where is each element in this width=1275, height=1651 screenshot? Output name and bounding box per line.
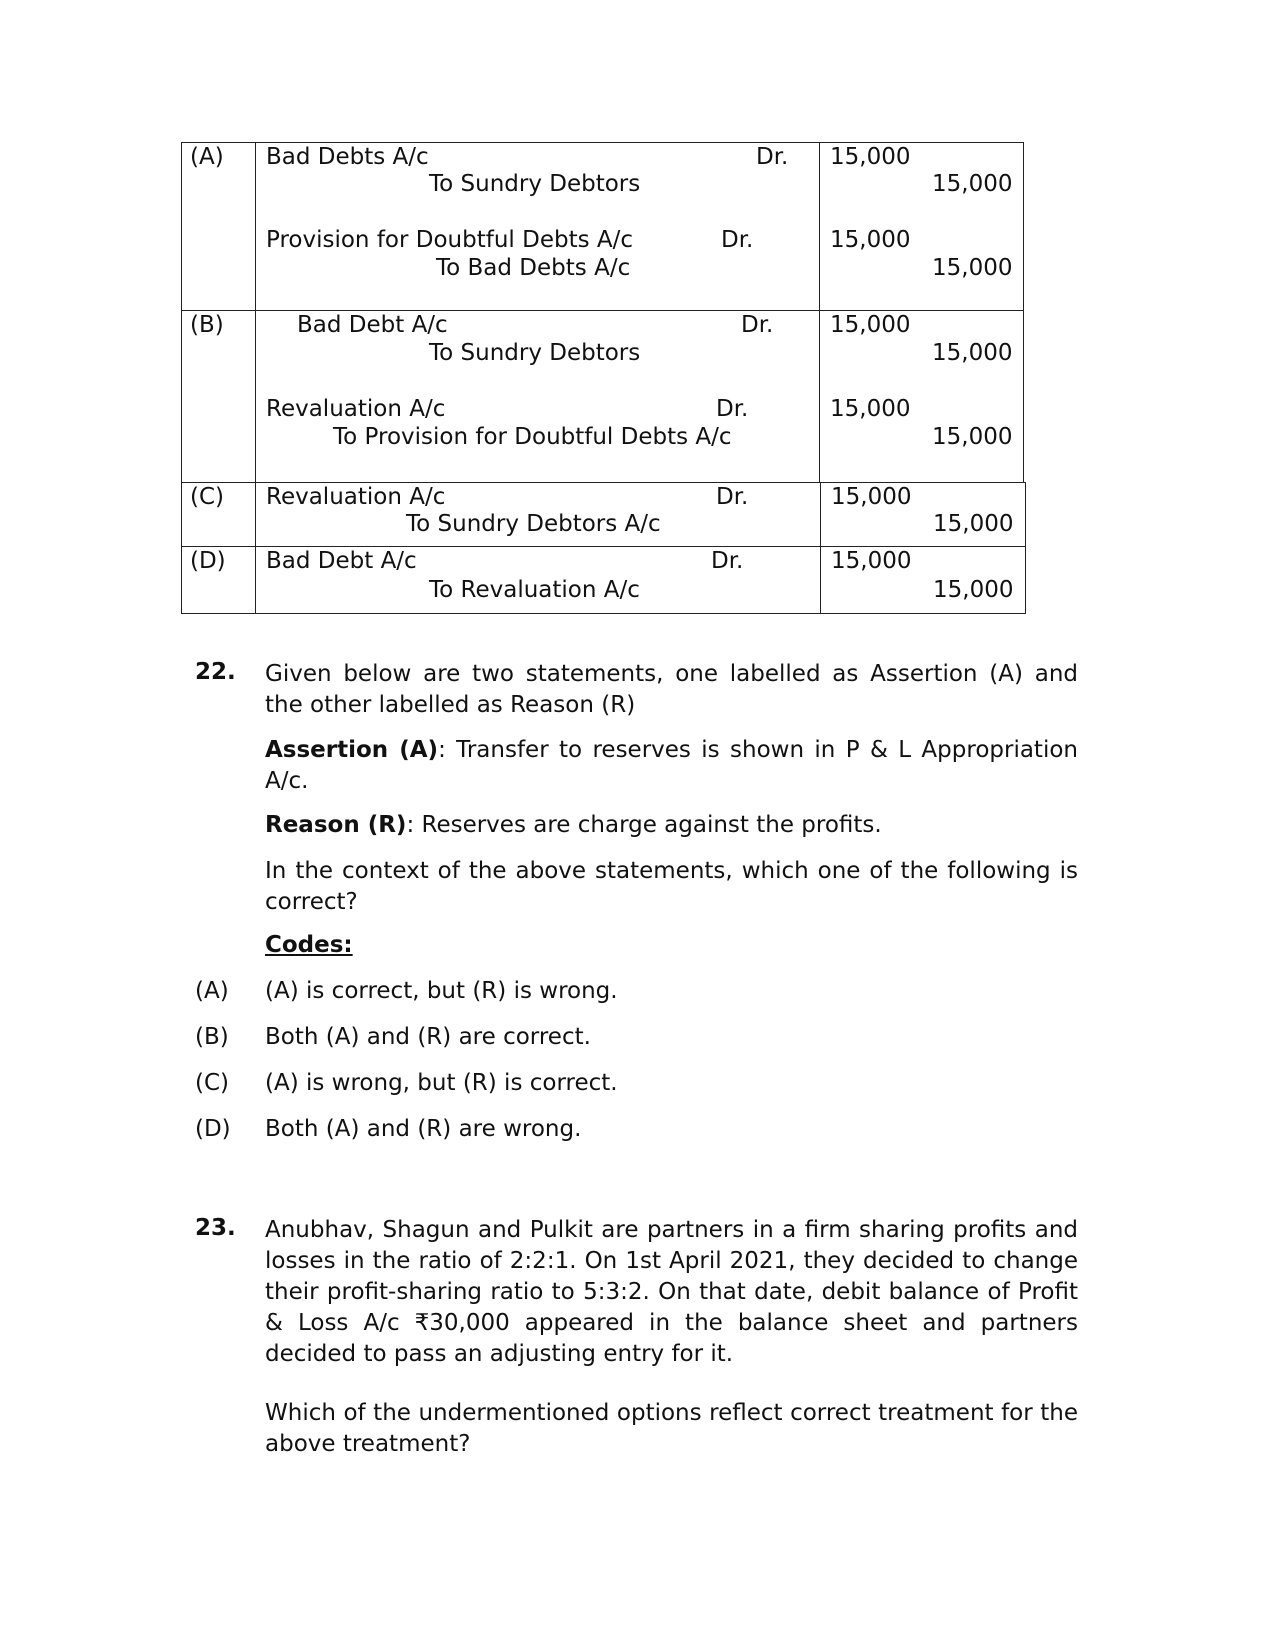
codes-heading: Codes: (265, 932, 353, 958)
debit-amount: 15,000 (831, 548, 912, 574)
table-line (1025, 482, 1026, 614)
dr-marker: Dr. (741, 312, 774, 338)
dr-marker: Dr. (756, 144, 789, 170)
question-number: 22. (195, 659, 236, 685)
credit-account: To Revaluation A/c (429, 577, 640, 603)
assertion (265, 735, 1078, 797)
debit-account: Bad Debt A/c (297, 312, 448, 338)
debit-account: Bad Debt A/c (266, 548, 417, 574)
question-prompt: Which of the undermentioned options reflect correct treatment for the above treatment? (265, 1400, 1078, 1457)
reason-text: : Reserves are charge against the profits. (406, 812, 882, 838)
option-label: (B) (190, 312, 224, 338)
option-label: (C) (190, 484, 225, 510)
credit-amount: 15,000 (933, 511, 1014, 537)
dr-marker: Dr. (716, 396, 749, 422)
table-line (181, 142, 182, 614)
credit-amount: 15,000 (932, 424, 1013, 450)
table-line (181, 482, 1026, 483)
question-context: In the context of the above statements, which one of the following is correct? (265, 858, 1078, 915)
option-text: (A) is correct, but (R) is wrong. (265, 978, 618, 1004)
assertion-text: : Transfer to reserves is shown in P & L Appropriation A/c. (265, 737, 1078, 794)
option-text: Both (A) and (R) are wrong. (265, 1116, 582, 1142)
credit-account: To Provision for Doubtful Debts A/c (333, 424, 732, 450)
reason-label: Reason (R) (265, 812, 407, 838)
table-line (255, 142, 256, 614)
dr-marker: Dr. (721, 227, 754, 253)
option-label: (C) (195, 1070, 230, 1096)
credit-account: To Bad Debts A/c (436, 255, 631, 281)
assertion-label: Assertion (A) (265, 737, 439, 763)
credit-account: To Sundry Debtors A/c (406, 511, 661, 537)
credit-amount: 15,000 (932, 171, 1013, 197)
debit-amount: 15,000 (830, 227, 911, 253)
debit-account: Provision for Doubtful Debts A/c (266, 227, 634, 253)
option-text: Both (A) and (R) are correct. (265, 1024, 591, 1050)
question-number: 23. (195, 1215, 236, 1241)
credit-amount: 15,000 (932, 340, 1013, 366)
debit-account: Revaluation A/c (266, 484, 446, 510)
option-label: (B) (195, 1024, 229, 1050)
debit-amount: 15,000 (830, 312, 911, 338)
table-line (1023, 142, 1024, 483)
dr-marker: Dr. (711, 548, 744, 574)
table-line (819, 142, 820, 483)
table-line (181, 546, 1026, 547)
debit-account: Bad Debts A/c (266, 144, 429, 170)
option-label: (A) (190, 144, 224, 170)
dr-marker: Dr. (716, 484, 749, 510)
option-label: (D) (190, 548, 226, 574)
debit-amount: 15,000 (831, 484, 912, 510)
credit-account: To Sundry Debtors (429, 171, 641, 197)
table-line (181, 613, 1026, 614)
question-intro: Given below are two statements, one labelled as Assertion (A) and the other labelled as Reason (R) (265, 661, 1078, 718)
credit-account: To Sundry Debtors (429, 340, 641, 366)
credit-amount: 15,000 (932, 255, 1013, 281)
table-line (820, 482, 821, 614)
table-line (181, 310, 1024, 311)
reason (265, 810, 1078, 841)
debit-amount: 15,000 (830, 396, 911, 422)
table-line (181, 142, 1024, 143)
question-body: Anubhav, Shagun and Pulkit are partners in a firm sharing profits and losses in the ratio of 2:2:1. On 1st April 2021, they decided to change their profit-sharing ratio to 5:3:2. On that date, debit balance of Profit & Loss A/c ₹30,000 appeared in the balance sheet and partners decided to pass an adjusting entry for it. (265, 1217, 1078, 1367)
credit-amount: 15,000 (933, 577, 1014, 603)
debit-amount: 15,000 (830, 144, 911, 170)
debit-account: Revaluation A/c (266, 396, 446, 422)
option-label: (D) (195, 1116, 231, 1142)
option-label: (A) (195, 978, 229, 1004)
option-text: (A) is wrong, but (R) is correct. (265, 1070, 618, 1096)
